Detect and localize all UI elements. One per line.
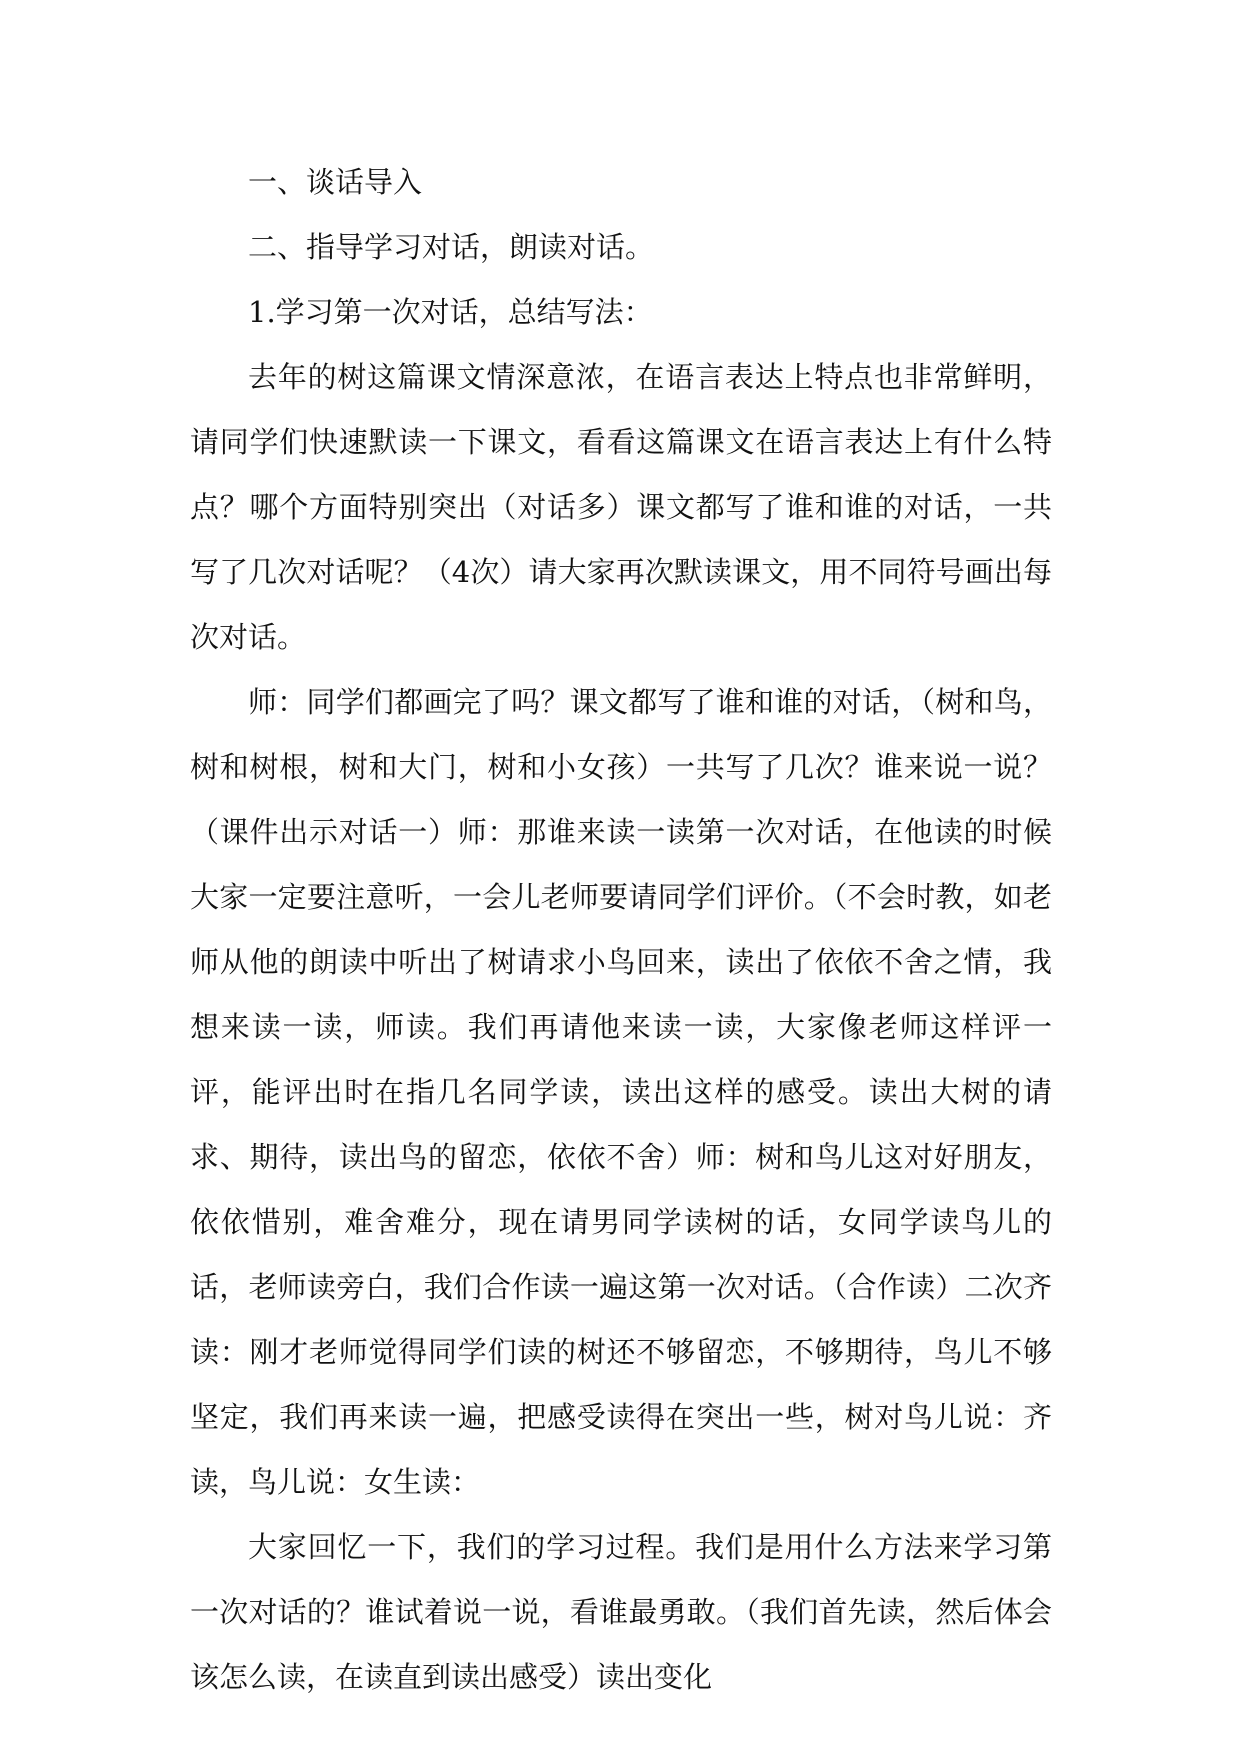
document-body xyxy=(190,150,1052,1710)
heading-talk-intro: 一、谈话导入 xyxy=(248,165,423,199)
heading-dialogue-guidance: 二、指导学习对话，朗读对话。 xyxy=(248,230,655,264)
paragraph-review-process: 大家回忆一下，我们的学习过程。我们是用什么方法来学习第一次对话的？谁试着说一说，看谁最勇敢。（我们首先读，然后体会该怎么读，在读直到读出感受）读出变化 xyxy=(190,1530,1052,1694)
subheading-first-dialogue: 1.学习第一次对话，总结写法： xyxy=(248,295,653,329)
paragraph-teacher-dialogue: 师：同学们都画完了吗？课文都写了谁和谁的对话，（树和鸟，树和树根，树和大门，树和小女孩）一共写了几次？谁来说一说？（课件出示对话一）师：那谁来读一读第一次对话，在他读的时候大家一定要注意听，一会儿老师要请同学们评价。（不会时教，如老师从他的朗读中听出了树请求小鸟回来，读出了依依不舍之情，我想来读一读，师读。我们再请他来读一读，大家像老师这样评一评，能评出时在指几名同学读，读出这样的感受。读出大树的请求、期待，读出鸟的留恋，依依不舍）师：树和鸟儿这对好朋友，依依惜别，难舍难分，现在请男同学读树的话，女同学读鸟儿的话，老师读旁白，我们合作读一遍这第一次对话。（合作读）二次齐读：刚才老师觉得同学们读的树还不够留恋，不够期待，鸟儿不够坚定，我们再来读一遍，把感受读得在突出一些，树对鸟儿说：齐读，鸟儿说：女生读： xyxy=(190,685,1052,1499)
paragraph-text-features: 去年的树这篇课文情深意浓，在语言表达上特点也非常鲜明，请同学们快速默读一下课文，看看这篇课文在语言表达上有什么特点？哪个方面特别突出（对话多）课文都写了谁和谁的对话，一共写了几次对话呢？（4次）请大家再次默读课文，用不同符号画出每次对话。 xyxy=(190,360,1052,654)
